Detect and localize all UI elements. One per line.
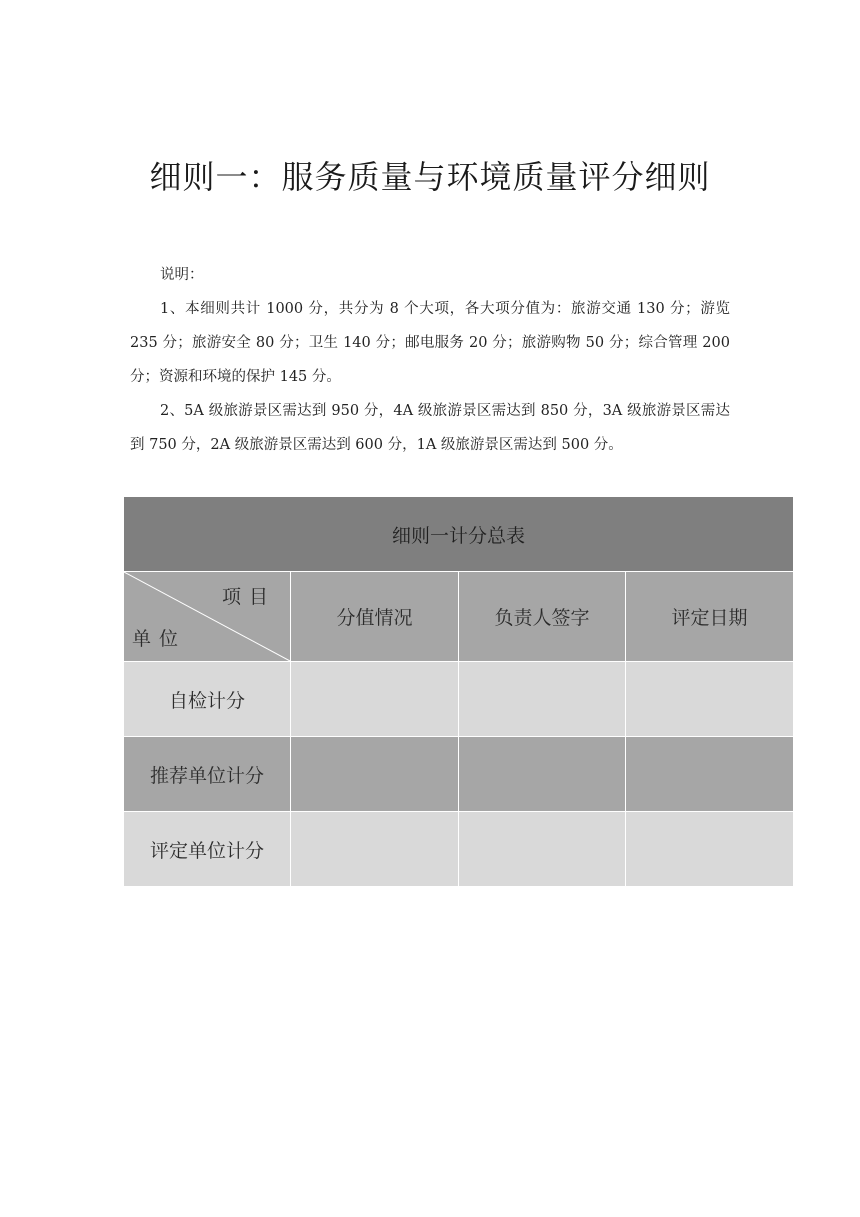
corner-label-unit: 单位 [132, 628, 187, 650]
page-title: 细则一：服务质量与环境质量评分细则 [149, 158, 711, 196]
notes-heading: 说明： [160, 267, 204, 283]
table-cell [459, 662, 626, 737]
table-cell [291, 737, 459, 812]
table-cell [459, 737, 626, 812]
table-row [124, 737, 794, 812]
table-cell [291, 662, 459, 737]
table-cell [291, 812, 459, 887]
table-cell [626, 662, 794, 737]
table-cell [626, 812, 794, 887]
table-caption-row [124, 497, 794, 572]
corner-label-item: 项目 [221, 586, 276, 608]
notes-section [130, 258, 730, 462]
row-label-recommending-unit: 推荐单位计分 [124, 737, 291, 812]
column-header-score: 分值情况 [291, 572, 459, 662]
table-row [124, 812, 794, 887]
column-header-date: 评定日期 [626, 572, 794, 662]
column-header-signature: 负责人签字 [459, 572, 626, 662]
diagonal-header-cell [124, 572, 291, 662]
table-cell [626, 737, 794, 812]
score-summary-table [123, 496, 794, 887]
row-label-evaluating-unit: 评定单位计分 [124, 812, 291, 887]
notes-item-2: 2、5A 级旅游景区需达到 950 分，4A 级旅游景区需达到 850 分，3A 级旅游景区需达到 750 分，2A 级旅游景区需达到 600 分，1A 级旅游景区需达到 500 分。 [130, 403, 730, 453]
table-cell [459, 812, 626, 887]
table-header-row [124, 572, 794, 662]
table-row [124, 662, 794, 737]
table-caption: 细则一计分总表 [124, 497, 794, 572]
notes-item-1: 1、本细则共计 1000 分，共分为 8 个大项，各大项分值为：旅游交通 130 分；游览 235 分；旅游安全 80 分；卫生 140 分；邮电服务 20 分；旅游购物 50 分；综合管理 200 分；资源和环境的保护 145 分。 [130, 301, 730, 385]
row-label-self-check: 自检计分 [124, 662, 291, 737]
